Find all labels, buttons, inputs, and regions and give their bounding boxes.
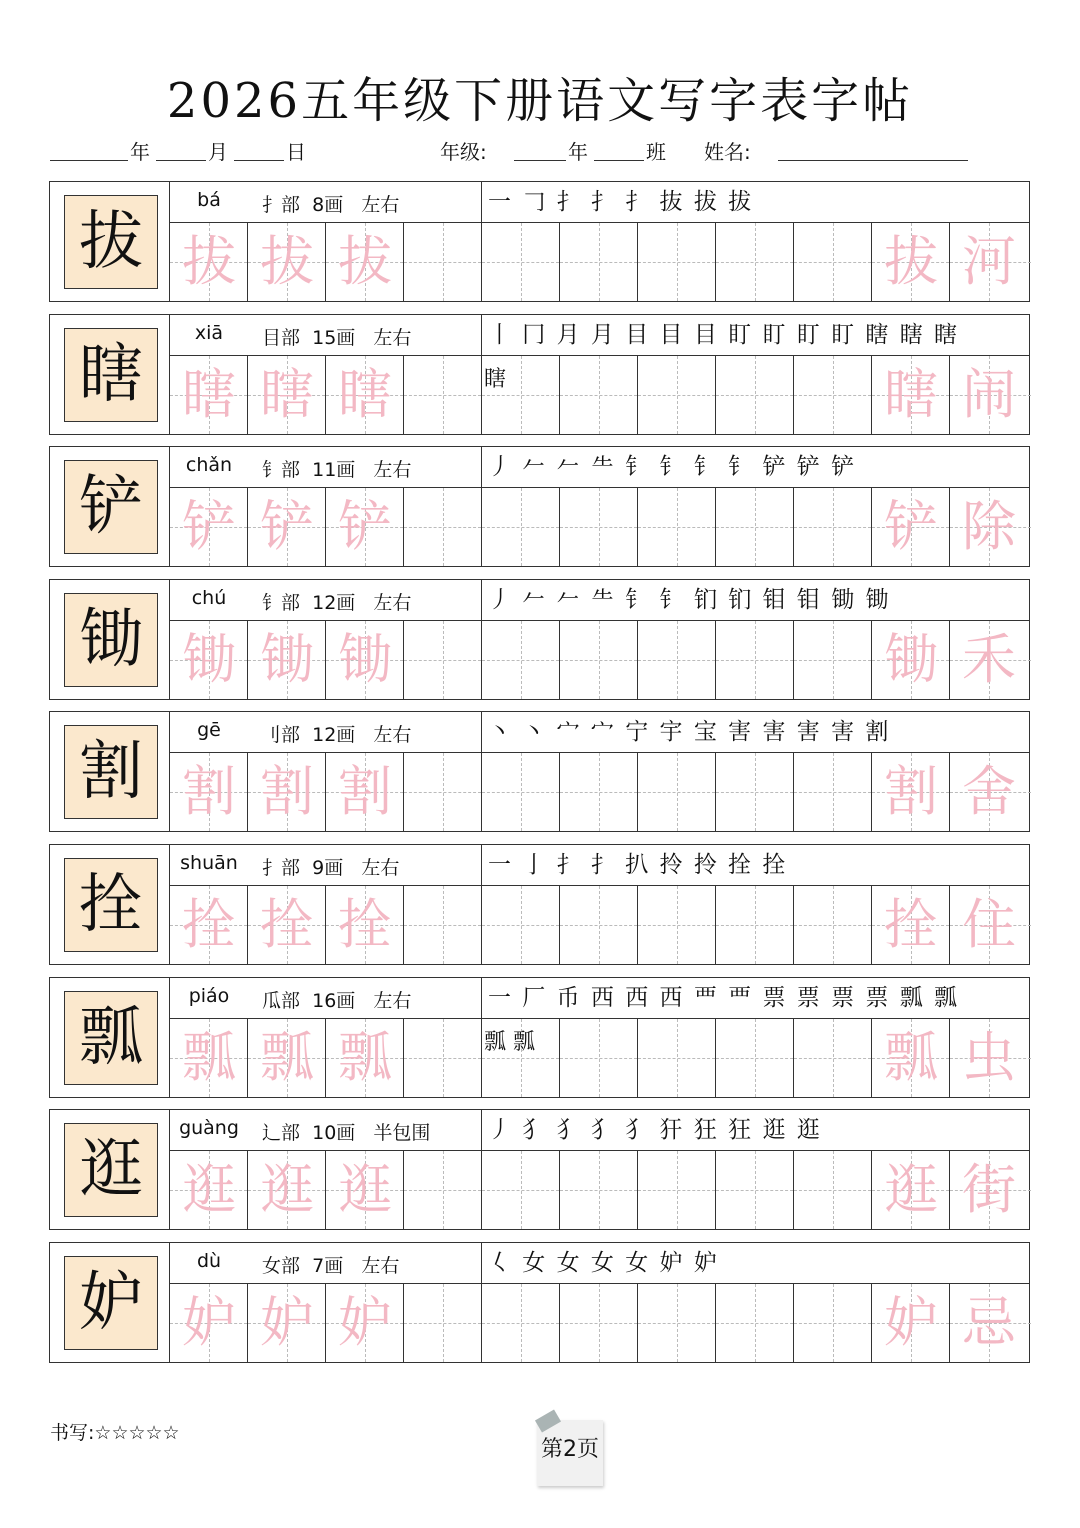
writing-cell[interactable] — [638, 753, 716, 831]
writing-cell[interactable] — [404, 488, 482, 566]
stroke-order: 𡿨 女 女 女 女 妒 妒 — [482, 1243, 1029, 1284]
radical-info — [262, 853, 399, 880]
writing-grid — [170, 886, 1029, 964]
radical-info — [262, 986, 411, 1013]
stroke-order: 一 厂 币 西 西 西 覀 覀 票 票 票 票 瓢 瓢 — [482, 978, 1029, 1019]
writing-cell[interactable] — [638, 488, 716, 566]
char-info — [170, 580, 482, 621]
char-info — [170, 978, 482, 1019]
writing-cell[interactable] — [638, 1019, 716, 1097]
writing-cell[interactable] — [482, 1284, 560, 1362]
model-character: 拴 — [64, 858, 158, 952]
char-block — [49, 314, 1030, 435]
writing-cell[interactable] — [482, 621, 560, 699]
pinyin: chǎn — [185, 454, 233, 476]
writing-grid — [170, 1284, 1029, 1362]
writing-cell[interactable] — [326, 488, 404, 566]
writing-cell[interactable] — [560, 1151, 638, 1229]
writing-cell[interactable] — [404, 886, 482, 964]
radical: 钅部 — [262, 592, 301, 614]
trace-character: 妒 — [182, 1291, 236, 1354]
structure: 半包围 — [373, 1122, 431, 1144]
writing-cell[interactable] — [872, 621, 950, 699]
name-label: 姓名: — [704, 140, 751, 164]
radical: 目部 — [262, 327, 301, 349]
writing-cell[interactable] — [794, 356, 872, 434]
char-info — [170, 447, 482, 488]
page-title: 2026五年级下册语文写字表字帖 — [166, 73, 914, 129]
writing-cell[interactable] — [326, 1284, 404, 1362]
writing-cell[interactable] — [716, 886, 794, 964]
stroke-count: 11画 — [312, 459, 356, 481]
pinyin: bá — [197, 189, 221, 211]
writing-grid — [170, 223, 1029, 301]
writing-cell[interactable] — [716, 356, 794, 434]
writing-cell[interactable] — [404, 1019, 482, 1097]
writing-cell[interactable] — [716, 621, 794, 699]
char-block — [49, 1109, 1030, 1230]
grade-label: 年级: — [440, 140, 487, 164]
writing-cell[interactable] — [404, 356, 482, 434]
writing-cell[interactable] — [404, 223, 482, 301]
writing-cell[interactable] — [872, 753, 950, 831]
pinyin: chú — [191, 587, 227, 609]
structure: 左右 — [361, 194, 400, 216]
writing-cell[interactable] — [872, 223, 950, 301]
grade-unit: 年 — [568, 140, 588, 164]
trace-character: 妒 — [260, 1291, 314, 1354]
writing-cell[interactable] — [248, 356, 326, 434]
writing-cell[interactable] — [872, 886, 950, 964]
trace-character: 拴 — [260, 893, 314, 956]
trace-character: 逛 — [182, 1158, 236, 1221]
radical: 瓜部 — [262, 990, 301, 1012]
trace-character: 妒 — [884, 1291, 938, 1354]
radical-info — [262, 1118, 430, 1145]
writing-cell[interactable] — [482, 1019, 560, 1097]
writing-cell[interactable] — [794, 1019, 872, 1097]
char-info — [170, 845, 482, 886]
trace-character: 瓢 — [260, 1026, 314, 1089]
structure: 左右 — [373, 724, 412, 746]
rating-label: 书写: — [50, 1422, 95, 1444]
trace-word-character: 除 — [962, 495, 1016, 558]
trace-word-character: 河 — [962, 230, 1016, 293]
stroke-count: 9画 — [312, 857, 344, 879]
stroke-count: 15画 — [312, 327, 356, 349]
writing-grid — [170, 621, 1029, 699]
writing-cell[interactable] — [716, 223, 794, 301]
writing-cell[interactable] — [248, 621, 326, 699]
writing-cell[interactable] — [716, 488, 794, 566]
stroke-order-continued: 瓢 瓢 — [484, 1030, 535, 1055]
writing-cell[interactable] — [248, 886, 326, 964]
writing-cell[interactable] — [560, 753, 638, 831]
trace-character: 铲 — [182, 495, 236, 558]
trace-character: 妒 — [338, 1291, 392, 1354]
stroke-order: 丿 𠂉 𠂉 ⺧ 钅 钅 钔 钔 钼 钼 锄 锄 — [482, 580, 1029, 621]
writing-cell[interactable] — [560, 886, 638, 964]
trace-character: 瞎 — [884, 363, 938, 426]
writing-cell[interactable] — [950, 886, 1031, 964]
writing-cell[interactable] — [326, 621, 404, 699]
writing-cell[interactable] — [248, 1019, 326, 1097]
day-blank[interactable] — [234, 160, 284, 161]
stroke-order-continued: 瞎 — [484, 367, 507, 392]
writing-cell[interactable] — [560, 1284, 638, 1362]
writing-cell[interactable] — [326, 1019, 404, 1097]
structure: 左右 — [373, 459, 412, 481]
model-character: 逛 — [64, 1123, 158, 1217]
writing-cell[interactable] — [950, 356, 1031, 434]
writing-cell[interactable] — [170, 1151, 248, 1229]
writing-cell[interactable] — [794, 488, 872, 566]
writing-cell[interactable] — [482, 223, 560, 301]
pinyin: guàng — [179, 1117, 239, 1139]
trace-character: 锄 — [884, 628, 938, 691]
writing-cell[interactable] — [482, 753, 560, 831]
char-info — [170, 1243, 482, 1284]
char-block — [49, 844, 1030, 965]
radical-info — [262, 720, 411, 747]
pinyin: dù — [196, 1250, 222, 1272]
stroke-order: 一 𠃌 扌 扌 扌 抜 拔 拔 — [482, 182, 1029, 223]
writing-grid — [170, 1019, 1029, 1097]
stroke-count: 7画 — [312, 1255, 344, 1277]
trace-word-character: 闹 — [962, 363, 1016, 426]
trace-character: 割 — [182, 760, 236, 823]
writing-cell[interactable] — [404, 621, 482, 699]
structure: 左右 — [373, 990, 412, 1012]
writing-cell[interactable] — [170, 1019, 248, 1097]
writing-cell[interactable] — [560, 488, 638, 566]
trace-character: 拔 — [182, 230, 236, 293]
trace-character: 逛 — [260, 1158, 314, 1221]
model-character: 妒 — [64, 1256, 158, 1350]
radical: 钅部 — [262, 459, 301, 481]
char-block — [49, 1242, 1030, 1363]
writing-cell[interactable] — [638, 1151, 716, 1229]
char-block — [49, 181, 1030, 302]
stroke-count: 16画 — [312, 990, 356, 1012]
writing-cell[interactable] — [170, 356, 248, 434]
rating — [50, 1418, 180, 1445]
pinyin: piáo — [188, 985, 230, 1007]
trace-character: 割 — [884, 760, 938, 823]
writing-cell[interactable] — [716, 1151, 794, 1229]
trace-word-character: 街 — [962, 1158, 1016, 1221]
radical: 辶部 — [262, 1122, 301, 1144]
writing-cell[interactable] — [560, 356, 638, 434]
writing-cell[interactable] — [248, 223, 326, 301]
writing-cell[interactable] — [326, 886, 404, 964]
year-label: 年 — [130, 140, 150, 164]
trace-character: 瞎 — [182, 363, 236, 426]
trace-character: 拴 — [182, 893, 236, 956]
trace-character: 瞎 — [260, 363, 314, 426]
structure: 左右 — [361, 1255, 400, 1277]
radical-info — [262, 588, 411, 615]
writing-cell[interactable] — [482, 886, 560, 964]
stroke-order: 丿 𠂉 𠂉 ⺧ 钅 钅 钅 钅 铲 铲 铲 — [482, 447, 1029, 488]
trace-word-character: 忌 — [962, 1291, 1016, 1354]
model-character: 拔 — [64, 195, 158, 289]
trace-character: 逛 — [338, 1158, 392, 1221]
name-blank[interactable] — [778, 160, 968, 161]
trace-word-character: 住 — [962, 893, 1016, 956]
char-info — [170, 182, 482, 223]
writing-cell[interactable] — [560, 621, 638, 699]
char-block — [49, 977, 1030, 1098]
radical-info — [262, 1251, 399, 1278]
page-badge — [537, 1420, 603, 1486]
writing-cell[interactable] — [638, 223, 716, 301]
stroke-count: 12画 — [312, 724, 356, 746]
writing-cell[interactable] — [716, 753, 794, 831]
radical-info — [262, 323, 411, 350]
trace-character: 锄 — [260, 628, 314, 691]
trace-character: 瓢 — [182, 1026, 236, 1089]
model-character: 瓢 — [64, 991, 158, 1085]
trace-word-character: 虫 — [962, 1026, 1016, 1089]
writing-grid — [170, 1151, 1029, 1229]
structure: 左右 — [361, 857, 400, 879]
writing-cell[interactable] — [560, 223, 638, 301]
writing-cell[interactable] — [794, 1284, 872, 1362]
stroke-order: 一 亅 扌 扌 扒 拎 拎 拴 拴 — [482, 845, 1029, 886]
radical: 扌部 — [262, 857, 301, 879]
page-number: 第2页 — [541, 1437, 599, 1462]
writing-cell[interactable] — [482, 356, 560, 434]
pinyin: xiā — [194, 322, 224, 344]
writing-cell[interactable] — [794, 886, 872, 964]
stroke-order: 丶 丶 宀 宀 宁 宇 宝 害 害 害 害 割 — [482, 712, 1029, 753]
stroke-order: 丨 冂 月 月 目 目 目 盯 盯 盯 盯 瞎 瞎 瞎 — [482, 315, 1029, 356]
writing-cell[interactable] — [326, 223, 404, 301]
writing-cell[interactable] — [950, 1284, 1031, 1362]
writing-cell[interactable] — [716, 1019, 794, 1097]
writing-cell[interactable] — [326, 753, 404, 831]
month-blank[interactable] — [156, 160, 206, 161]
writing-cell[interactable] — [170, 1284, 248, 1362]
year-blank[interactable] — [50, 160, 128, 161]
writing-cell[interactable] — [170, 753, 248, 831]
info-line — [0, 136, 1080, 166]
model-character: 割 — [64, 725, 158, 819]
writing-cell[interactable] — [950, 1151, 1031, 1229]
day-label: 日 — [286, 140, 306, 164]
writing-cell[interactable] — [482, 1151, 560, 1229]
char-info — [170, 1110, 482, 1151]
model-character: 铲 — [64, 460, 158, 554]
writing-cell[interactable] — [248, 1151, 326, 1229]
writing-cell[interactable] — [326, 356, 404, 434]
writing-grid — [170, 356, 1029, 434]
writing-cell[interactable] — [716, 1284, 794, 1362]
writing-grid — [170, 488, 1029, 566]
trace-character: 瓢 — [338, 1026, 392, 1089]
trace-character: 割 — [260, 760, 314, 823]
trace-character: 拴 — [884, 893, 938, 956]
trace-word-character: 禾 — [962, 628, 1016, 691]
writing-cell[interactable] — [950, 621, 1031, 699]
writing-cell[interactable] — [794, 753, 872, 831]
writing-cell[interactable] — [872, 356, 950, 434]
trace-character: 铲 — [884, 495, 938, 558]
trace-character: 锄 — [338, 628, 392, 691]
radical: 扌部 — [262, 194, 301, 216]
structure: 左右 — [373, 327, 412, 349]
trace-word-character: 舍 — [962, 760, 1016, 823]
trace-character: 拔 — [338, 230, 392, 293]
radical-info — [262, 455, 411, 482]
stroke-count: 8画 — [312, 194, 344, 216]
radical: 女部 — [262, 1255, 301, 1277]
model-character: 锄 — [64, 593, 158, 687]
writing-cell[interactable] — [404, 753, 482, 831]
char-info — [170, 315, 482, 356]
structure: 左右 — [373, 592, 412, 614]
rating-stars[interactable]: ☆☆☆☆☆ — [94, 1422, 180, 1444]
radical: 刂部 — [262, 724, 301, 746]
stroke-count: 10画 — [312, 1122, 356, 1144]
stroke-order: 丿 犭 犭 犭 犭 犴 狂 狂 逛 逛 — [482, 1110, 1029, 1151]
writing-cell[interactable] — [872, 1151, 950, 1229]
writing-cell[interactable] — [638, 1284, 716, 1362]
pinyin: gē — [197, 719, 221, 741]
writing-cell[interactable] — [248, 1284, 326, 1362]
trace-character: 割 — [338, 760, 392, 823]
model-character: 瞎 — [64, 328, 158, 422]
writing-cell[interactable] — [950, 753, 1031, 831]
char-info — [170, 712, 482, 753]
trace-character: 拔 — [260, 230, 314, 293]
writing-cell[interactable] — [638, 356, 716, 434]
writing-grid — [170, 753, 1029, 831]
month-label: 月 — [208, 140, 228, 164]
writing-cell[interactable] — [872, 1019, 950, 1097]
radical-info — [262, 190, 399, 217]
writing-cell[interactable] — [248, 753, 326, 831]
writing-cell[interactable] — [404, 1151, 482, 1229]
writing-cell[interactable] — [638, 621, 716, 699]
writing-cell[interactable] — [170, 621, 248, 699]
writing-cell[interactable] — [248, 488, 326, 566]
trace-character: 拔 — [884, 230, 938, 293]
writing-cell[interactable] — [872, 488, 950, 566]
stroke-count: 12画 — [312, 592, 356, 614]
trace-character: 逛 — [884, 1158, 938, 1221]
writing-cell[interactable] — [950, 488, 1031, 566]
pinyin: shuān — [180, 852, 238, 874]
char-block — [49, 446, 1030, 567]
writing-cell[interactable] — [794, 223, 872, 301]
class-blank[interactable] — [594, 160, 644, 161]
writing-cell[interactable] — [794, 621, 872, 699]
trace-character: 拴 — [338, 893, 392, 956]
trace-character: 瞎 — [338, 363, 392, 426]
writing-cell[interactable] — [794, 1151, 872, 1229]
writing-cell[interactable] — [404, 1284, 482, 1362]
trace-character: 铲 — [260, 495, 314, 558]
trace-character: 瓢 — [884, 1026, 938, 1089]
grade-blank[interactable] — [514, 160, 566, 161]
writing-cell[interactable] — [170, 488, 248, 566]
char-block — [49, 711, 1030, 832]
class-label: 班 — [646, 140, 666, 164]
char-block — [49, 579, 1030, 700]
paper-clip-icon — [535, 1409, 561, 1432]
writing-cell[interactable] — [950, 223, 1031, 301]
writing-cell[interactable] — [326, 1151, 404, 1229]
writing-cell[interactable] — [482, 488, 560, 566]
writing-cell[interactable] — [170, 223, 248, 301]
writing-cell[interactable] — [872, 1284, 950, 1362]
writing-cell[interactable] — [170, 886, 248, 964]
writing-cell[interactable] — [560, 1019, 638, 1097]
trace-character: 铲 — [338, 495, 392, 558]
writing-cell[interactable] — [638, 886, 716, 964]
writing-cell[interactable] — [950, 1019, 1031, 1097]
trace-character: 锄 — [182, 628, 236, 691]
